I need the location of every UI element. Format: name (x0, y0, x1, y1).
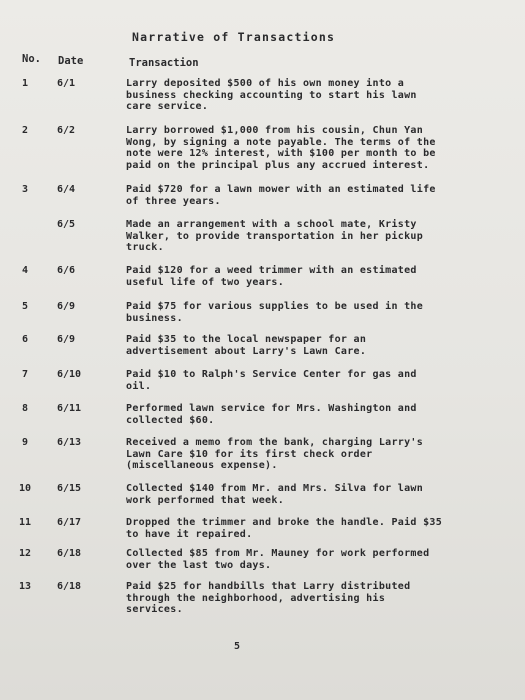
row-date: 6/17 (57, 517, 82, 528)
row-transaction: Larry deposited $500 of his own money into a business checking accounting to start his lawn care service. (126, 78, 417, 112)
row-transaction: Collected $85 from Mr. Mauney for work performed over the last two days. (126, 548, 430, 571)
row-transaction: Made an arrangement with a school mate, Kristy Walker, to provide transportation in her pickup truck. (126, 219, 424, 253)
row-number: 7 (21, 369, 29, 380)
row-number: 2 (21, 125, 29, 136)
row-number: 10 (18, 483, 32, 494)
row-date: 6/9 (57, 301, 76, 312)
row-transaction: Collected $140 from Mr. and Mrs. Silva for lawn work performed that week. (126, 483, 424, 506)
row-transaction: Paid $720 for a lawn mower with an estimated life of three years. (126, 184, 436, 207)
row-date: 6/18 (57, 548, 82, 559)
row-transaction: Paid $10 to Ralph's Service Center for gas and oil. (126, 369, 417, 392)
row-date: 6/1 (57, 78, 76, 89)
row-transaction: Paid $35 to the local newspaper for an advertisement about Larry's Lawn Care. (126, 334, 367, 357)
row-date: 6/11 (57, 403, 82, 414)
row-date: 6/15 (57, 483, 82, 494)
row-transaction: Performed lawn service for Mrs. Washington and collected $60. (126, 403, 417, 426)
column-header-date: Date (58, 55, 84, 67)
row-date: 6/13 (57, 437, 82, 448)
row-number: 4 (21, 265, 29, 276)
row-date: 6/9 (57, 334, 76, 345)
column-header-no: No. (22, 53, 41, 65)
page-title: Narrative of Transactions (132, 30, 336, 44)
row-number: 3 (21, 184, 29, 195)
row-transaction: Received a memo from the bank, charging Larry's Lawn Care $10 for its first check order (miscellaneous expense). (126, 437, 424, 471)
row-number: 9 (21, 437, 29, 448)
row-number: 6 (21, 334, 29, 345)
row-transaction: Paid $75 for various supplies to be used in the business. (126, 301, 424, 324)
row-transaction: Paid $120 for a weed trimmer with an estimated useful life of two years. (126, 265, 417, 288)
page-number: 5 (234, 641, 241, 652)
row-date: 6/10 (57, 369, 82, 380)
row-number: 13 (18, 581, 32, 592)
row-number: 1 (21, 78, 29, 89)
row-date: 6/2 (57, 125, 76, 136)
row-date: 6/5 (57, 219, 76, 230)
row-number: 12 (18, 548, 32, 559)
row-date: 6/4 (57, 184, 76, 195)
row-number: 8 (21, 403, 29, 414)
row-number: 5 (21, 301, 29, 312)
row-date: 6/18 (57, 581, 82, 592)
column-header-transaction: Transaction (129, 57, 199, 69)
row-transaction: Paid $25 for handbills that Larry distributed through the neighborhood, advertising his services. (126, 581, 411, 615)
row-number: 11 (18, 517, 32, 528)
row-transaction: Larry borrowed $1,000 from his cousin, Chun Yan Wong, by signing a note payable. The terms of the note were 12% interest, with $100 per month to be paid on the principal plus any accrued interest. (126, 125, 436, 171)
row-transaction: Dropped the trimmer and broke the handle. Paid $35 to have it repaired. (126, 517, 443, 540)
row-date: 6/6 (57, 265, 76, 276)
